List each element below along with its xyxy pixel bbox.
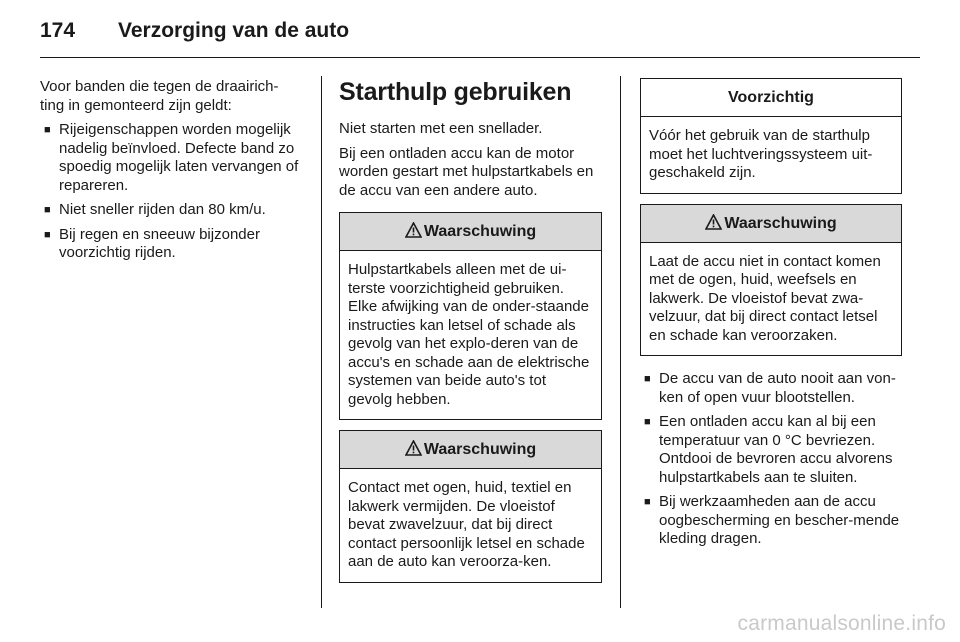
column-right [640, 78, 902, 555]
warning-title: Waarschuwing [423, 441, 537, 458]
section-heading: Starthulp gebruiken [339, 78, 572, 106]
body-text: Bij een ontladen accu kan de motor worden gestart met hulpstartkabels en de accu van een andere auto. [339, 144, 594, 199]
square-bullet-icon: ■ [44, 124, 51, 136]
warning-body: Contact met ogen, huid, textiel en lakwerk vermijden. De vloeistof bevat zwavelzuur, dat bij direct contact persoonlijk letsel en schade aan de auto kan veroorza-ken. [348, 479, 585, 570]
column-divider [321, 76, 322, 608]
list-item: ■ De accu van de auto nooit aan von-ken of open vuur blootstellen. [644, 370, 896, 406]
warning-title: Waarschuwing [423, 223, 537, 240]
column-divider [620, 76, 621, 608]
caution-box-header: Voorzichtig [641, 79, 901, 117]
square-bullet-icon: ■ [44, 228, 51, 241]
caution-box [640, 78, 902, 194]
column-left [40, 78, 302, 269]
warning-triangle-icon [705, 207, 722, 245]
warning-triangle-icon [405, 433, 422, 471]
chapter-title: Verzorging van de auto [118, 19, 350, 42]
warning-box [339, 212, 602, 420]
warning-box-header [340, 213, 601, 251]
list-item: ■ Bij regen en sneeuw bijzonder voorzichtig rijden. [44, 225, 260, 261]
warning-body: Hulpstartkabels alleen met de ui-terste voorzichtigheid gebruiken. Elke afwijking van de onder-staande instructies kan letsel of schade als gevolg van het explo-deren van de accu's en schade aan de elektrische systemen van beide auto's tot gevolg hebben. [348, 261, 590, 408]
square-bullet-icon: ■ [44, 204, 51, 216]
warning-box [640, 204, 902, 357]
watermark: carmanualsonline.info [737, 612, 946, 635]
warning-box [339, 430, 602, 583]
list-item: ■ Bij werkzaamheden aan de accu oogbescherming en bescher-mende kleding dragen. [644, 493, 900, 547]
square-bullet-icon: ■ [644, 416, 651, 428]
page-number: 174 [40, 19, 76, 42]
list-item: ■ Niet sneller rijden dan 80 km/u. [44, 201, 266, 218]
list-item: ■ Rijeigenschappen worden mogelijk nadelig beïnvloed. Defecte band zo spoedig mogelijk laten vervangen of repareren. [44, 121, 299, 194]
page-header [40, 0, 920, 58]
square-bullet-icon: ■ [644, 496, 651, 508]
square-bullet-icon: ■ [644, 373, 651, 385]
column-middle [339, 78, 602, 593]
caution-body: Vóór het gebruik van de starthulp moet het luchtveringssysteem uit-geschakeld zijn. [649, 127, 873, 181]
warning-triangle-icon [405, 215, 422, 253]
body-text: Niet starten met een snellader. [339, 120, 543, 137]
warning-box-header [641, 205, 901, 243]
bullet-list [40, 121, 302, 263]
list-item: ■ Een ontladen accu kan al bij een temperatuur van 0 °C bevriezen. Ontdooi de bevroren accu alvorens hulpstartkabels aan te sluiten. [644, 413, 893, 486]
warning-body: Laat de accu niet in contact komen met de ogen, huid, weefsels en lakwerk. De vloeistof bevat zwa-velzuur, dat bij direct contact letsel en schade kan veroorzaken. [649, 252, 881, 344]
bullet-list [640, 370, 902, 549]
warning-box-header [340, 431, 601, 469]
warning-title: Waarschuwing [724, 214, 837, 232]
intro-text: Voor banden die tegen de draairich-ting in gemonteerd zijn geldt: [40, 78, 279, 114]
